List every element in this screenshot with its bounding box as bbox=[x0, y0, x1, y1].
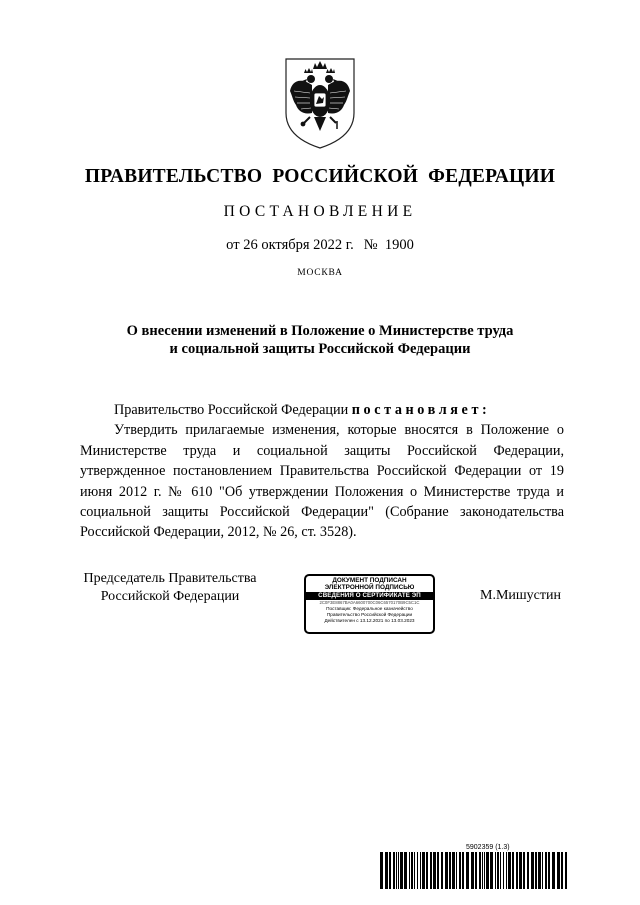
stamp-issuer-line-1: Поставщик: Федеральное казначейство bbox=[326, 605, 413, 611]
stamp-certificate-band: СВЕДЕНИЯ О СЕРТИФИКАТЕ ЭП bbox=[306, 592, 433, 600]
electronic-signature-stamp bbox=[304, 574, 435, 634]
russian-coat-of-arms-icon bbox=[280, 55, 360, 150]
document-type: ПОСТАНОВЛЕНИЕ bbox=[223, 203, 417, 220]
document-date-line bbox=[0, 237, 640, 254]
stamp-issuer-line-2: Правительство Российской Федерации bbox=[326, 612, 413, 617]
stamp-line-2: ЭЛЕКТРОННОЙ ПОДПИСЬЮ bbox=[324, 584, 415, 592]
document-subject bbox=[0, 322, 640, 358]
resolution-intro bbox=[80, 400, 564, 420]
subject-line-2: и социальной защиты Российской Федерации bbox=[169, 341, 471, 357]
document-date: от 26 октября 2022 г. bbox=[226, 237, 354, 253]
signer-name: М.Мишустин bbox=[480, 588, 561, 603]
signer-position bbox=[60, 570, 280, 606]
subject-line-1: О внесении изменений в Положение о Министерстве труда bbox=[126, 323, 514, 339]
document-number: 1900 bbox=[384, 237, 414, 253]
stamp-line-1: ДОКУМЕНТ ПОДПИСАН bbox=[332, 577, 407, 584]
government-title: ПРАВИТЕЛЬСТВО РОССИЙСКОЙ ФЕДЕРАЦИИ bbox=[84, 166, 556, 187]
document-city: МОСКВА bbox=[297, 268, 343, 278]
barcode-number: 5902359 (1.3) bbox=[466, 844, 510, 851]
body-paragraph: Утвердить прилагаемые изменения, которые вносятся в Положение о Министерстве труда и социальной защиты Российской Федерации, утвержденное постановлением Правительства Российской Федерации от 19 июня 2012 г. № 610 "Об утверждении Положения о Министерстве труда и социальной защиты Российской Федерации" (Собрание законодательства Российской Федерации, 2012, № 26, ст. 3528). bbox=[80, 422, 564, 541]
stamp-heading bbox=[306, 577, 433, 592]
resolves-word: постановляет: bbox=[351, 402, 491, 418]
signer-position-line-1: Председатель Правительства bbox=[83, 571, 257, 586]
stamp-certificate-id: 2C0F3E8867BA0A6600700C06C6570170B9C5C1C bbox=[319, 599, 420, 605]
barcode bbox=[380, 852, 568, 889]
stamp-validity: Действителен с 13.12.2021 по 13.03.2023 bbox=[324, 618, 415, 624]
number-sign: № bbox=[363, 237, 378, 253]
intro-text: Правительство Российской Федерации bbox=[114, 402, 349, 418]
signer-position-line-2: Российской Федерации bbox=[100, 589, 240, 604]
document-body bbox=[80, 400, 564, 543]
